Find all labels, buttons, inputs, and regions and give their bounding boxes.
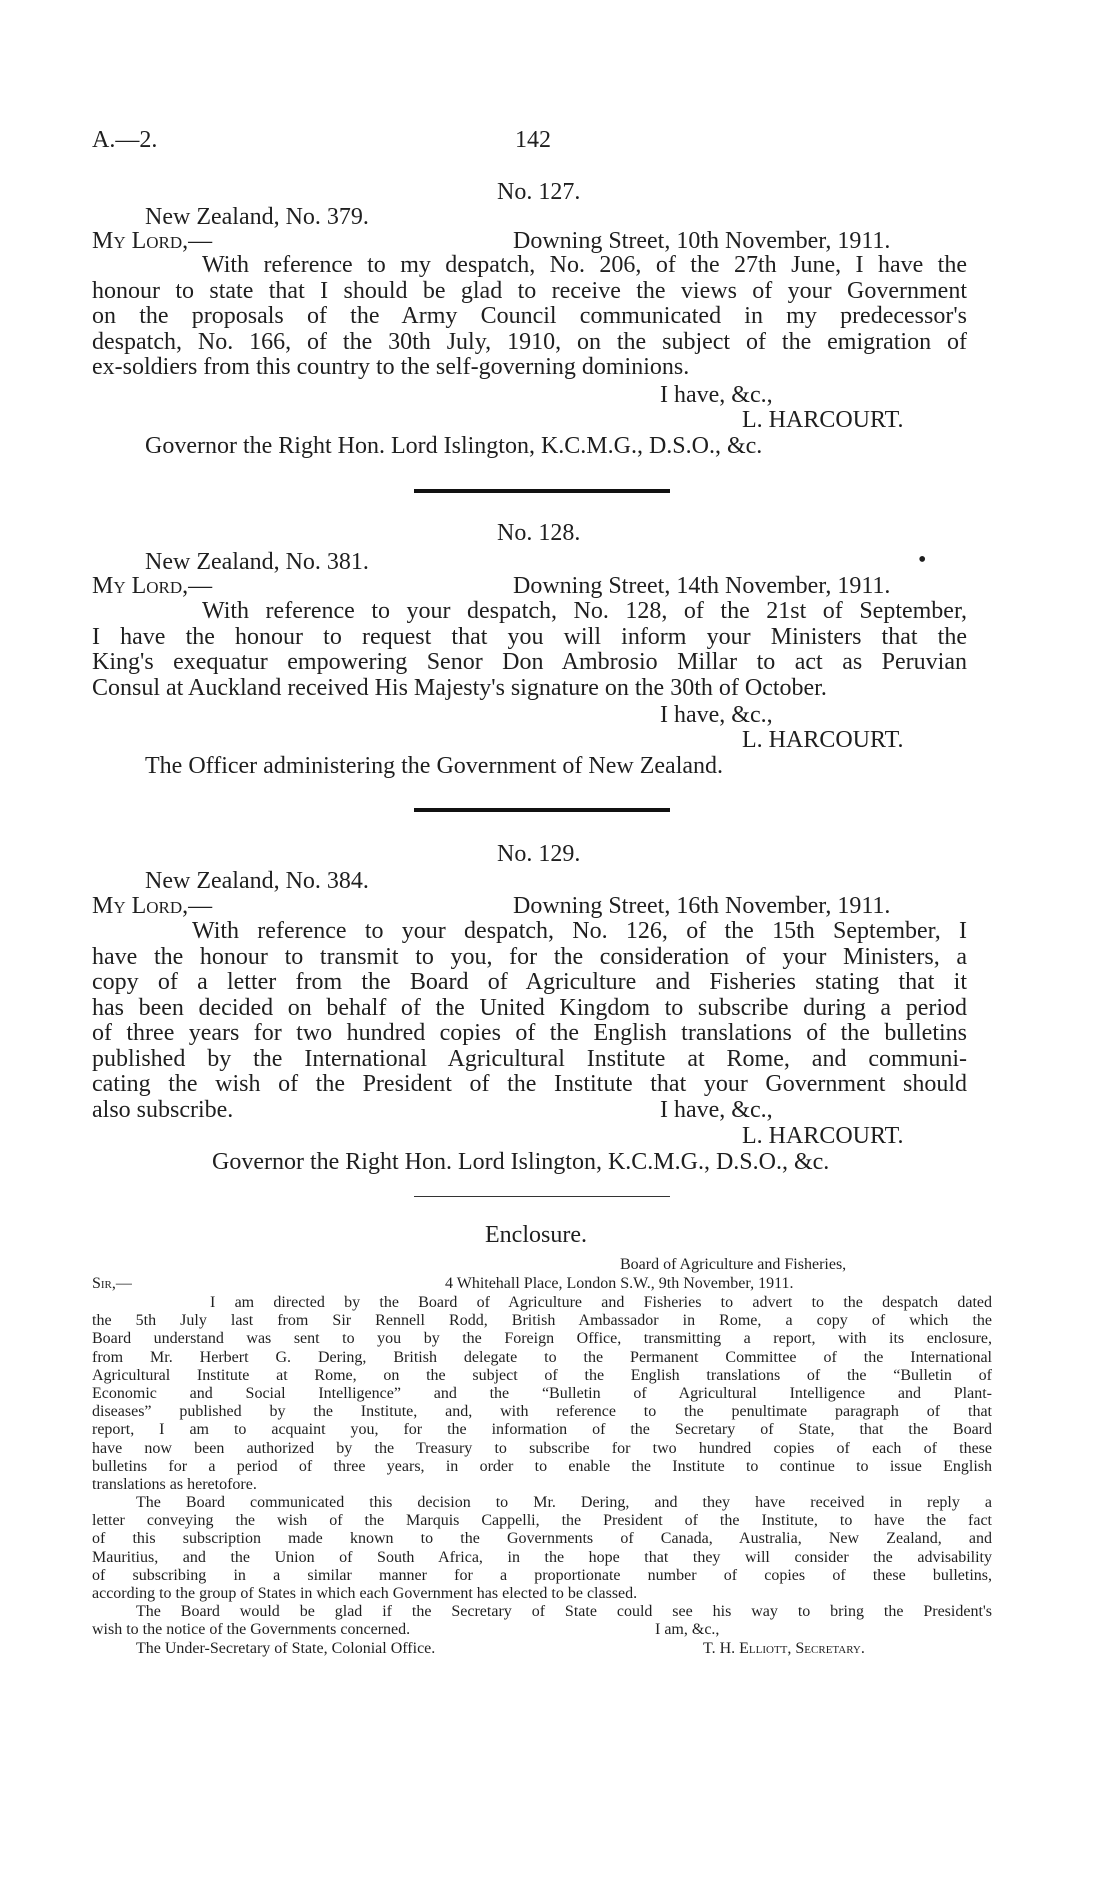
body-line: wish to the notice of the Governments concerned.: [92, 1621, 411, 1639]
despatch-128-number: No. 128.: [497, 520, 581, 546]
despatch-127-place-date: Downing Street, 10th November, 1911.: [513, 228, 891, 254]
body-line: diseases” published by the Institute, and, with reference to the penultimate paragraph of that: [92, 1403, 992, 1421]
body-line: honour to state that I should be glad to receive the views of your Government: [92, 277, 967, 304]
despatch-127-ref: New Zealand, No. 379.: [145, 204, 369, 230]
body-line: of subscribing in a similar manner for a proportionate number of copies of these bulletins,: [92, 1566, 992, 1584]
enclosure-addressee: The Under-Secretary of State, Colonial Office.: [136, 1640, 436, 1657]
despatch-128-closing: I have, &c.,: [660, 702, 773, 728]
despatch-127-salutation: My Lord,—: [92, 228, 213, 254]
body-line: also subscribe.: [92, 1096, 234, 1123]
despatch-127-signature: L. HARCOURT.: [742, 407, 904, 433]
enclosure-paragraph-3: [92, 1603, 992, 1639]
body-line: letter conveying the wish of the Marquis Cappelli, the President of the Institute, to have the fact: [92, 1512, 992, 1530]
despatch-129-place-date: Downing Street, 16th November, 1911.: [513, 893, 891, 919]
body-line: With reference to your despatch, No. 128, of the 21st of September,: [202, 598, 967, 624]
body-line: With reference to my despatch, No. 206, of the 27th June, I have the: [202, 252, 967, 278]
body-line: of three years for two hundred copies of the English translations of the bulletins: [92, 1020, 967, 1046]
body-line: Agricultural Institute at Rome, on the subject of the English translations of the “Bulletin of: [92, 1366, 992, 1384]
header-left: A.—2.: [92, 127, 158, 153]
body-line: Board understand was sent to you by the Foreign Office, transmitting a report, with its enclosure,: [92, 1330, 992, 1348]
enclosure-closing: I am, &c.,: [655, 1621, 720, 1638]
despatch-127-number: No. 127.: [497, 179, 581, 205]
page-number: 142: [515, 127, 551, 153]
enclosure-title: Enclosure.: [485, 1222, 587, 1248]
body-line: translations as heretofore.: [92, 1476, 257, 1494]
despatch-127-closing: I have, &c.,: [660, 382, 773, 408]
body-line: according to the group of States in which each Government has elected to be classed.: [92, 1585, 638, 1603]
section-divider: [414, 808, 670, 812]
body-line: ex-soldiers from this country to the self-governing dominions.: [92, 354, 690, 380]
despatch-128-signature: L. HARCOURT.: [742, 727, 904, 753]
body-line: of this subscription made known to the Governments of Canada, Australia, New Zealand, and: [92, 1530, 992, 1548]
body-line: cating the wish of the President of the Institute that your Government should: [92, 1071, 967, 1097]
despatch-128-addressee: The Officer administering the Government of New Zealand.: [145, 753, 724, 779]
body-line: I am directed by the Board of Agriculture and Fisheries to advert to the despatch dated: [210, 1294, 992, 1311]
despatch-128-body: [92, 599, 967, 701]
despatch-129-closing: I have, &c.,: [660, 1097, 773, 1123]
enclosure-salutation: Sir,—: [92, 1275, 132, 1292]
body-line: King's exequatur empowering Senor Don Ambrosio Millar to act as Peruvian: [92, 649, 967, 675]
body-line: copy of a letter from the Board of Agriculture and Fisheries stating that it: [92, 969, 967, 995]
enclosure-address-date: 4 Whitehall Place, London S.W., 9th November, 1911.: [445, 1275, 794, 1292]
body-line: from Mr. Herbert G. Dering, British delegate to the Permanent Committee of the International: [92, 1348, 992, 1366]
body-line: have the honour to transmit to you, for the consideration of your Ministers, a: [92, 943, 967, 970]
despatch-129-addressee: Governor the Right Hon. Lord Islington, K.C.M.G., D.S.O., &c.: [212, 1149, 830, 1175]
body-line: on the proposals of the Army Council communicated in my predecessor's: [92, 303, 967, 329]
body-line: despatch, No. 166, of the 30th July, 1910, on the subject of the emigration of: [92, 328, 967, 355]
body-line: report, I am to acquaint you, for the information of the Secretary of State, that the Board: [92, 1421, 992, 1439]
body-line: I have the honour to request that you will inform your Ministers that the: [92, 623, 967, 650]
despatch-127-body: [92, 253, 967, 381]
despatch-128-salutation: My Lord,—: [92, 573, 213, 599]
despatch-129-salutation: My Lord,—: [92, 893, 213, 919]
body-line: The Board would be glad if the Secretary of State could see his way to bring the President's: [136, 1603, 992, 1620]
body-line: Mauritius, and the Union of South Africa, in the hope that they will consider the advisability: [92, 1548, 992, 1566]
enclosure-from: Board of Agriculture and Fisheries,: [620, 1256, 847, 1273]
despatch-128-place-date: Downing Street, 14th November, 1911.: [513, 573, 891, 599]
body-line: The Board communicated this decision to Mr. Dering, and they have received in reply a: [136, 1494, 992, 1511]
despatch-129-body: [92, 919, 967, 1123]
despatch-128-mark: •: [918, 547, 927, 573]
body-line: Consul at Auckland received His Majesty's signature on the 30th of October.: [92, 674, 827, 701]
body-line: Economic and Social Intelligence” and the “Bulletin of Agricultural Intelligence and Plant-: [92, 1385, 992, 1403]
body-line: With reference to your despatch, No. 126, of the 15th September, I: [192, 918, 967, 944]
body-line: has been decided on behalf of the United Kingdom to subscribe during a period: [92, 994, 967, 1021]
body-line: have now been authorized by the Treasury to subscribe for two hundred copies of each of these: [92, 1439, 992, 1457]
enclosure-paragraph-1: [92, 1294, 992, 1494]
body-line: bulletins for a period of three years, in order to enable the Institute to continue to issue English: [92, 1457, 992, 1475]
enclosure-signature: T. H. Elliott, Secretary.: [703, 1640, 865, 1657]
despatch-128-ref: New Zealand, No. 381.: [145, 549, 369, 575]
body-line: published by the International Agricultural Institute at Rome, and communi-: [92, 1045, 967, 1072]
section-divider: [414, 489, 670, 493]
enclosure-paragraph-2: [92, 1494, 992, 1603]
section-divider: [414, 1196, 670, 1197]
despatch-127-addressee: Governor the Right Hon. Lord Islington, K.C.M.G., D.S.O., &c.: [145, 433, 763, 459]
despatch-129-number: No. 129.: [497, 841, 581, 867]
despatch-129-ref: New Zealand, No. 384.: [145, 868, 369, 894]
body-line: the 5th July last from Sir Rennell Rodd, British Ambassador in Rome, a copy of which the: [92, 1312, 992, 1330]
despatch-129-signature: L. HARCOURT.: [742, 1123, 904, 1149]
